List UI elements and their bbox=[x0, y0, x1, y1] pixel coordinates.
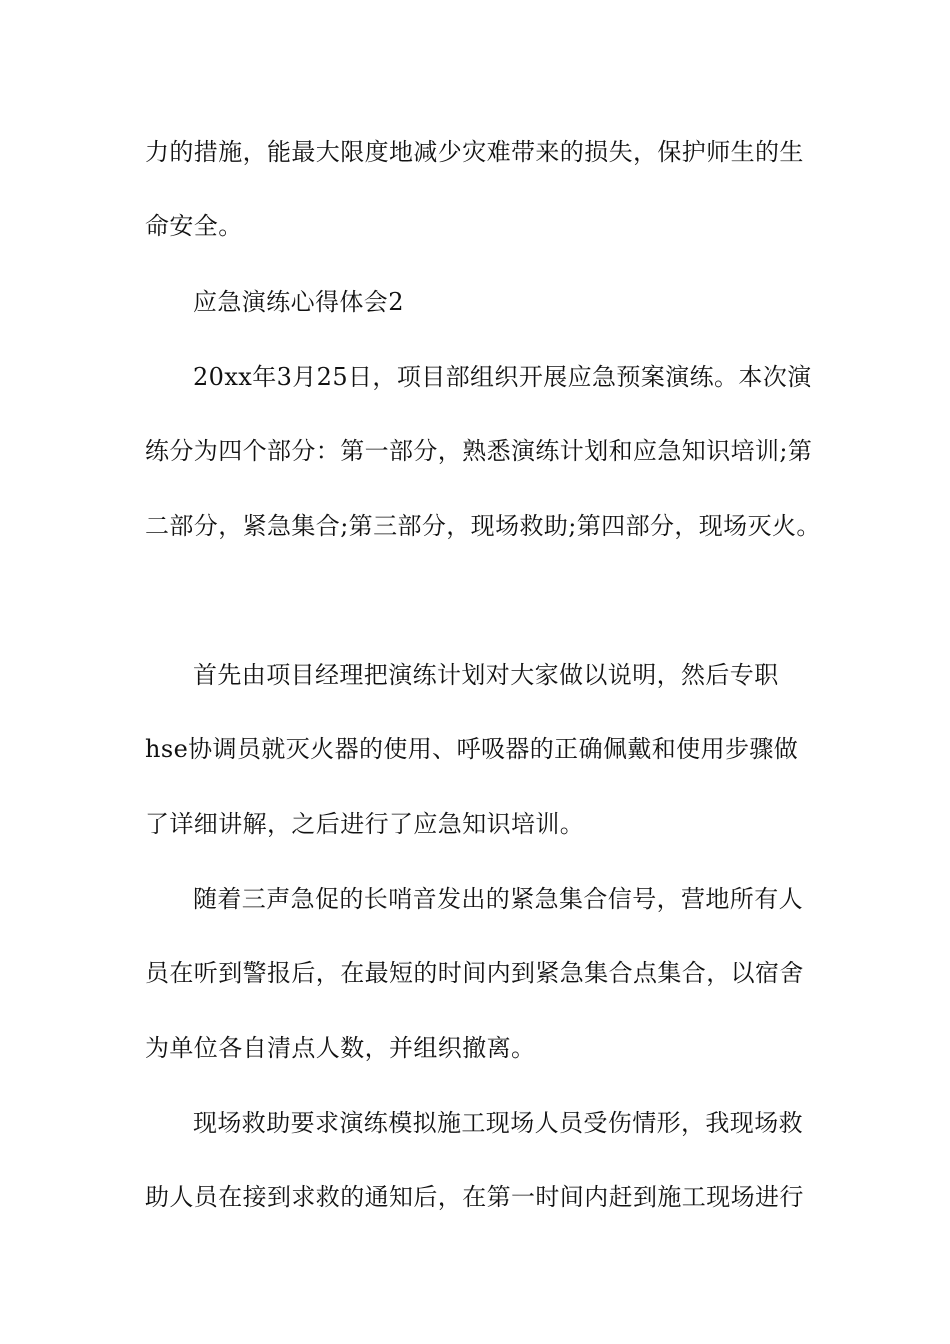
paragraph-first-line: 20xx年3月25日，项目部组织开展应急预案演练。本次演 bbox=[193, 363, 812, 391]
text-line: 了详细讲解，之后进行了应急知识培训。 bbox=[145, 810, 585, 838]
text-line: 力的措施，能最大限度地减少灾难带来的损失，保护师生的生 bbox=[145, 138, 804, 166]
text-line: 员在听到警报后，在最短的时间内到紧急集合点集合，以宿舍 bbox=[145, 959, 804, 987]
text-line: 助人员在接到求救的通知后，在第一时间内赶到施工现场进行 bbox=[145, 1183, 804, 1211]
paragraph-first-line: 首先由项目经理把演练计划对大家做以说明，然后专职 bbox=[193, 661, 779, 689]
text-line: 为单位各自清点人数，并组织撤离。 bbox=[145, 1034, 536, 1062]
text-line: 练分为四个部分：第一部分，熟悉演练计划和应急知识培训;第 bbox=[145, 437, 813, 465]
text-line: 命安全。 bbox=[145, 212, 243, 240]
text-line: 二部分，紧急集合;第三部分，现场救助;第四部分，现场灭火。 bbox=[145, 512, 821, 540]
text-line: hse协调员就灭火器的使用、呼吸器的正确佩戴和使用步骤做 bbox=[145, 735, 799, 763]
section-heading: 应急演练心得体会2 bbox=[193, 288, 404, 316]
paragraph-first-line: 随着三声急促的长哨音发出的紧急集合信号，营地所有人 bbox=[193, 885, 803, 913]
paragraph-first-line: 现场救助要求演练模拟施工现场人员受伤情形，我现场救 bbox=[193, 1109, 803, 1137]
